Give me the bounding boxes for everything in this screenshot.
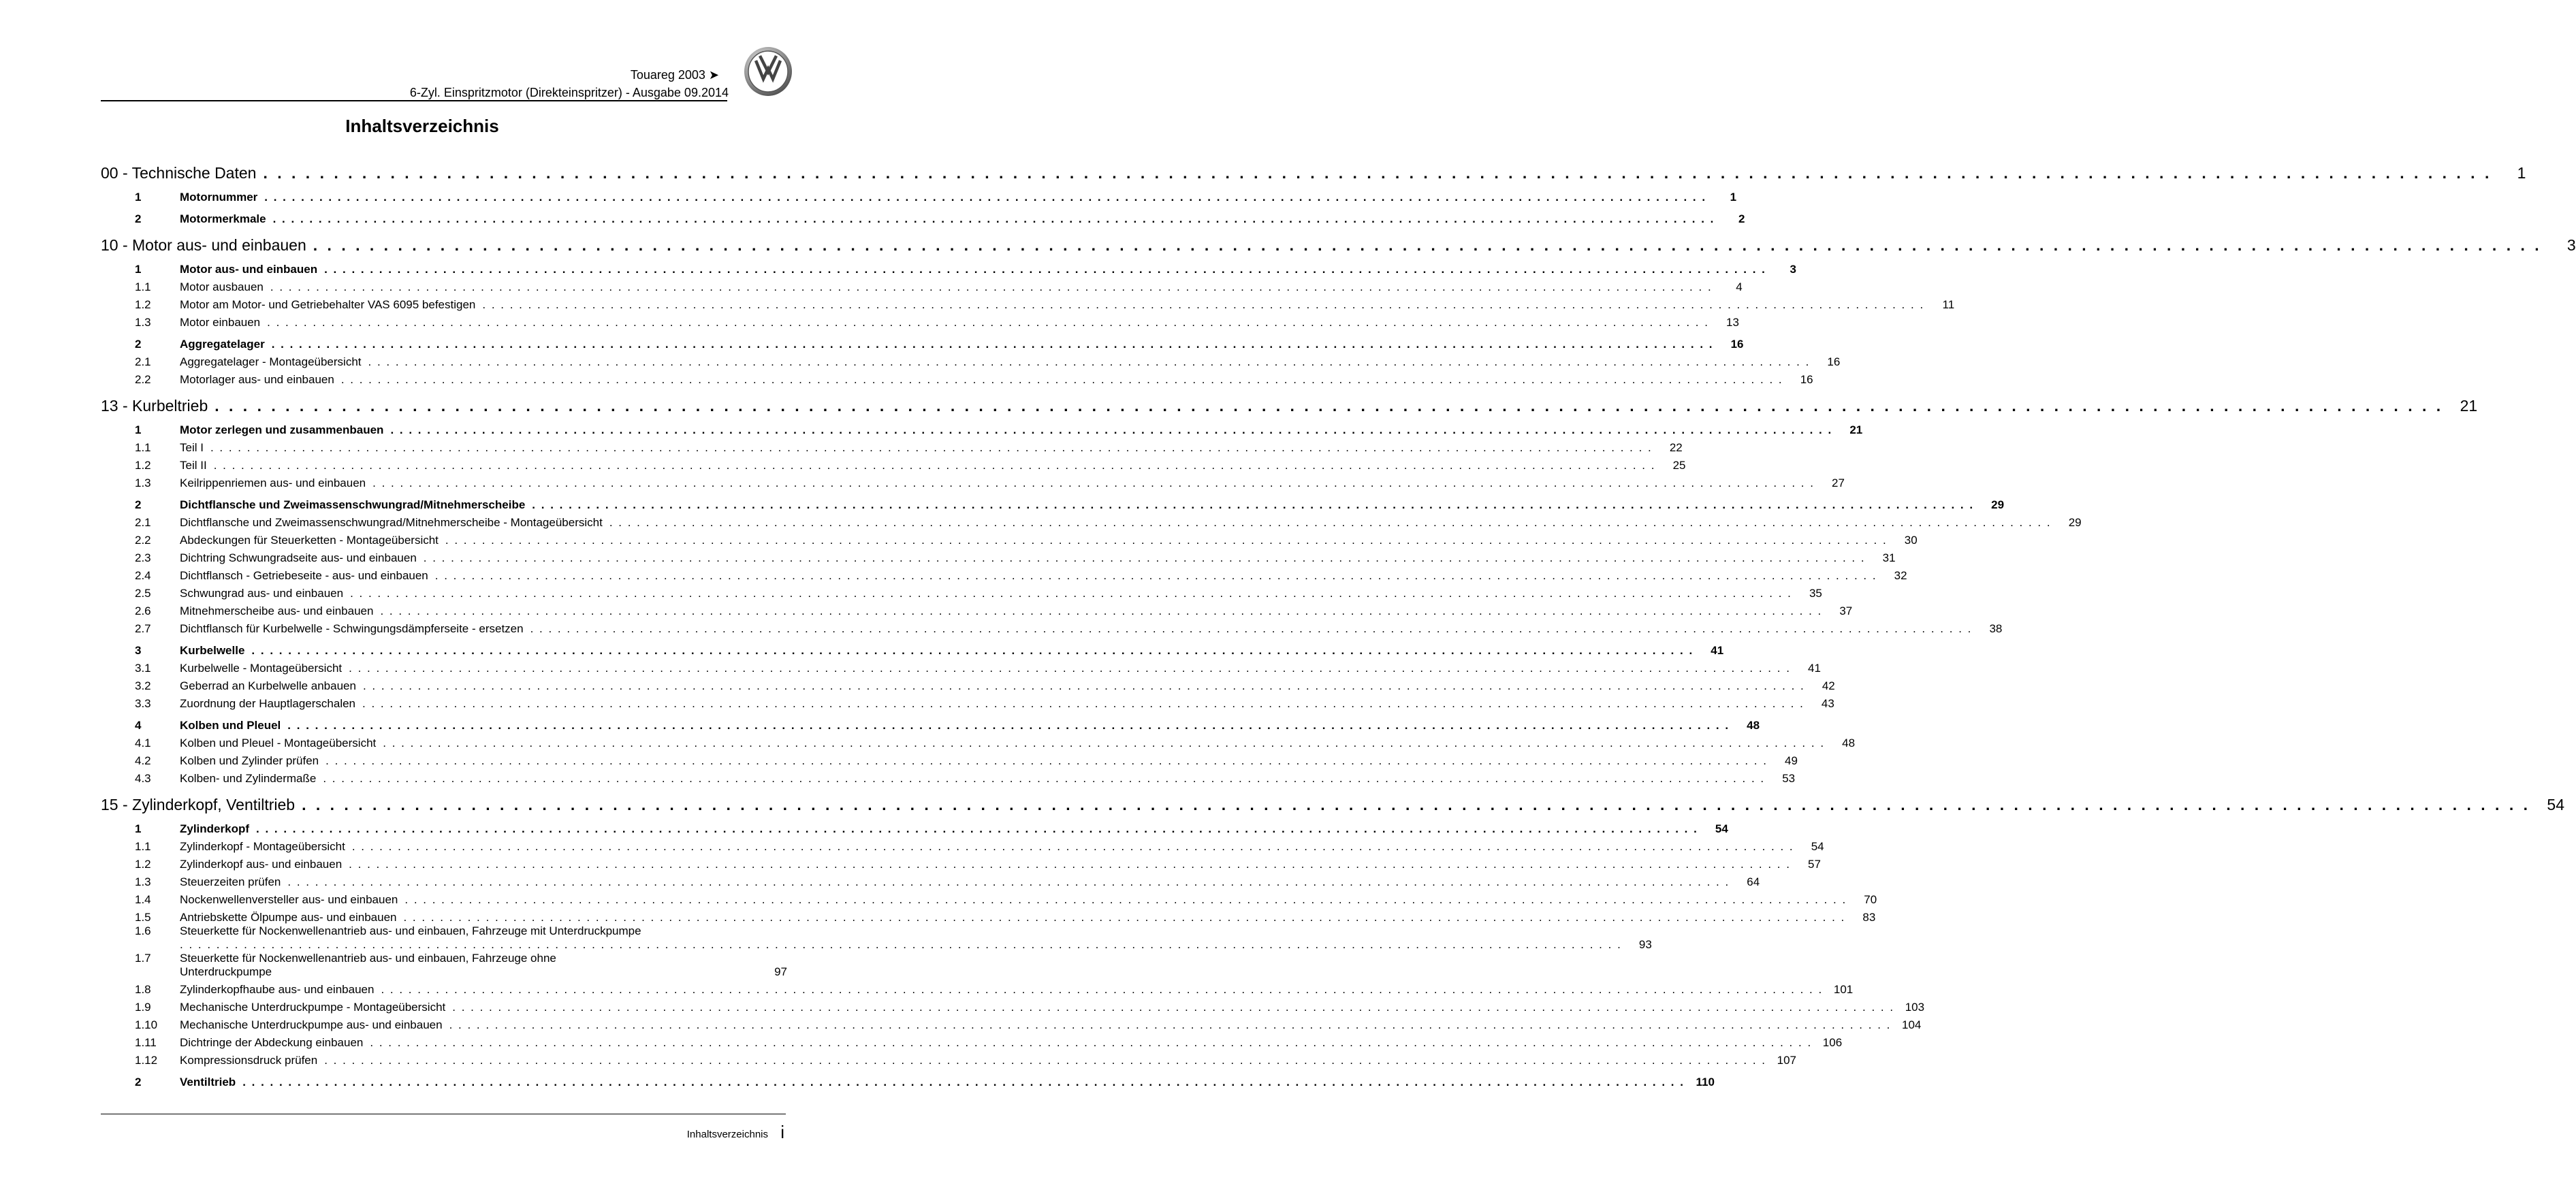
- toc-label: Motor zerlegen und zusammenbauen: [180, 423, 384, 436]
- toc-label: Antriebskette Ölpumpe aus- und einbauen: [180, 911, 397, 924]
- toc-label: Motor aus- und einbauen: [180, 263, 318, 276]
- toc-label: Mechanische Unterdruckpumpe aus- und einbauen: [180, 1018, 443, 1031]
- toc-subsection[interactable]: [101, 312, 1739, 329]
- toc-page-number: 16: [1827, 355, 1841, 368]
- toc-label: Mechanische Unterdruckpumpe - Montageübersicht: [180, 1001, 446, 1014]
- toc-number: 4.2: [135, 754, 151, 767]
- toc-page-number: 83: [1862, 911, 1876, 924]
- leader-dots: [267, 316, 1709, 329]
- leader-dots: [256, 822, 1698, 836]
- toc-label: Zylinderkopf - Montageübersicht: [180, 840, 345, 853]
- header-subtitle: 6-Zyl. Einspritzmotor (Direkteinspritzer) - Ausgabe 09.2014: [409, 86, 729, 99]
- toc-number: 1.10: [135, 1018, 158, 1031]
- leader-dots: [210, 441, 1653, 455]
- leader-dots: [530, 622, 1973, 636]
- toc-number: 2.3: [135, 551, 151, 564]
- toc-label: Kolben- und Zylindermaße: [180, 772, 317, 785]
- toc-label: Dichtflansche und Zweimassenschwungrad/Mitnehmerscheibe: [180, 498, 526, 511]
- toc-page-number: 101: [1833, 983, 1854, 996]
- leader-dots: [383, 737, 1825, 750]
- toc-subsection[interactable]: [101, 1050, 1797, 1067]
- toc-page-number: 22: [1669, 441, 1683, 454]
- toc-label: Kurbelwelle: [180, 644, 245, 657]
- toc-label: Motormerkmale: [180, 212, 266, 225]
- toc-page-number: 49: [1785, 754, 1798, 767]
- toc-page-number: 54: [1715, 822, 1728, 835]
- leader-dots: [313, 236, 2542, 255]
- toc-label: Dichtflansch - Getriebeseite - aus- und einbauen: [180, 569, 428, 582]
- toc-number: 2: [135, 498, 142, 511]
- table-of-contents: [101, 162, 2576, 1089]
- leader-dots: [380, 604, 1822, 618]
- leader-dots: [381, 983, 1823, 997]
- toc-subsection[interactable]: [101, 871, 1760, 889]
- header-model: Touareg 2003 ➤: [630, 68, 719, 82]
- toc-number: 1.3: [135, 875, 151, 888]
- toc-label: Abdeckungen für Steuerketten - Montageübersicht: [180, 534, 439, 547]
- toc-label: Kolben und Zylinder prüfen: [180, 754, 319, 767]
- toc-page-number: 3: [1790, 263, 1796, 276]
- toc-subsection[interactable]: [101, 512, 2082, 530]
- toc-subsection[interactable]: [101, 889, 1877, 907]
- toc-page-number: 43: [1821, 697, 1834, 710]
- toc-number: 1.1: [135, 280, 151, 293]
- toc-subsection[interactable]: [101, 1014, 1922, 1032]
- toc-number: 1.9: [135, 1001, 151, 1014]
- leader-dots: [341, 373, 1783, 387]
- toc-label: Aggregatelager: [180, 338, 265, 351]
- toc-page-number: 42: [1822, 679, 1835, 692]
- toc-label: Motor einbauen: [180, 316, 261, 329]
- toc-section[interactable]: [101, 715, 1760, 732]
- toc-section[interactable]: [101, 334, 1744, 351]
- toc-page-number: 110: [1696, 1076, 1715, 1088]
- toc-label: Kolben und Pleuel: [180, 719, 281, 732]
- toc-page-number: 107: [1777, 1054, 1797, 1067]
- leader-dots: [424, 551, 1866, 565]
- toc-label: Ventiltrieb: [180, 1076, 236, 1088]
- toc-page-number: 64: [1747, 875, 1760, 888]
- toc-page-number: 30: [1904, 534, 1918, 547]
- toc-chapter-label: 10 - Motor aus- und einbauen: [101, 236, 306, 254]
- leader-dots: [264, 191, 1706, 204]
- toc-subsection[interactable]: [101, 600, 1853, 618]
- toc-subsection[interactable]: [101, 836, 1824, 854]
- leader-dots: [302, 796, 2530, 814]
- toc-subsection[interactable]: [101, 732, 1856, 750]
- toc-number: 3.2: [135, 679, 151, 692]
- toc-subsection[interactable]: [101, 530, 1918, 547]
- toc-page-number: 4: [1736, 280, 1743, 293]
- toc-label: Teil I: [180, 441, 204, 454]
- leader-dots: [452, 1001, 1894, 1014]
- toc-label: Kurbelwelle - Montageübersicht: [180, 662, 343, 675]
- toc-page-number: 93: [1638, 938, 1652, 951]
- toc-label: Dichtring Schwungradseite aus- und einbauen: [180, 551, 417, 564]
- toc-number: 1.12: [135, 1054, 158, 1067]
- toc-subsection[interactable]: [101, 658, 1821, 675]
- toc-subsection[interactable]: [101, 547, 1896, 565]
- toc-page-number: 41: [1711, 644, 1724, 657]
- toc-number: 1.1: [135, 840, 151, 853]
- toc-page-number: 25: [1672, 459, 1686, 472]
- leader-dots: [214, 397, 2443, 415]
- toc-page-number: 3: [2566, 236, 2576, 254]
- leader-dots: [390, 423, 1832, 437]
- toc-number: 1: [135, 191, 142, 204]
- vw-logo-icon: [744, 46, 793, 97]
- toc-number: 4: [135, 719, 142, 732]
- toc-number: 3: [135, 644, 142, 657]
- toc-subsection[interactable]: [101, 907, 1876, 924]
- leader-dots: [324, 263, 1766, 276]
- toc-subsection[interactable]: [101, 952, 787, 979]
- toc-subsection[interactable]: [101, 351, 1841, 369]
- toc-page-number: 97: [774, 965, 787, 978]
- leader-dots: [372, 477, 1815, 490]
- leader-dots: [482, 298, 1924, 312]
- toc-number: 2.6: [135, 604, 151, 617]
- leader-dots: [370, 1036, 1812, 1050]
- toc-number: 1.11: [135, 1036, 157, 1049]
- toc-page-number: 48: [1747, 719, 1760, 732]
- toc-number: 1: [135, 822, 142, 835]
- toc-section[interactable]: [101, 187, 1737, 204]
- toc-chapter[interactable]: [101, 234, 2576, 255]
- toc-number: 1.6: [135, 924, 151, 937]
- toc-label: Zuordnung der Hauptlagerschalen: [180, 697, 356, 710]
- toc-page-number: 103: [1905, 1001, 1925, 1014]
- toc-number: 2: [135, 1076, 142, 1088]
- toc-number: 3.1: [135, 662, 151, 675]
- toc-page-number: 16: [1800, 373, 1813, 386]
- toc-label: Schwungrad aus- und einbauen: [180, 587, 344, 600]
- leader-dots: [532, 498, 1974, 512]
- leader-dots: [251, 644, 1694, 658]
- toc-section[interactable]: [101, 419, 1863, 437]
- toc-subsection[interactable]: [101, 750, 1798, 768]
- toc-label: Steuerzeiten prüfen: [180, 875, 281, 888]
- toc-label-continued: Unterdruckpumpe: [180, 965, 272, 978]
- toc-number: 4.1: [135, 737, 151, 749]
- toc-number: 2.4: [135, 569, 151, 582]
- toc-label: Aggregatelager - Montageübersicht: [180, 355, 362, 368]
- toc-page-number: 57: [1808, 858, 1821, 871]
- toc-number: 4.3: [135, 772, 151, 785]
- toc-subsection[interactable]: [101, 924, 1652, 952]
- toc-page-number: 21: [2460, 397, 2478, 415]
- toc-subsection[interactable]: [101, 693, 1834, 711]
- toc-number: 1.3: [135, 316, 151, 329]
- toc-chapter[interactable]: [101, 395, 2478, 415]
- toc-number: 1.2: [135, 459, 151, 472]
- toc-subsection[interactable]: [101, 565, 1907, 583]
- toc-section[interactable]: [101, 818, 1728, 836]
- toc-page-number: 37: [1839, 604, 1853, 617]
- toc-number: 1: [135, 423, 142, 436]
- toc-number: 1.8: [135, 983, 151, 996]
- leader-dots: [323, 772, 1765, 786]
- toc-number: 2.1: [135, 355, 151, 368]
- toc-label: Zylinderkopfhaube aus- und einbauen: [180, 983, 375, 996]
- toc-label: Motor ausbauen: [180, 280, 264, 293]
- leader-dots: [449, 1018, 1892, 1032]
- toc-subsection[interactable]: [101, 276, 1743, 294]
- toc-section[interactable]: [101, 1071, 1715, 1089]
- leader-dots: [404, 893, 1847, 907]
- toc-label: Kompressionsdruck prüfen: [180, 1054, 318, 1067]
- leader-dots: [349, 858, 1791, 871]
- toc-number: 1.2: [135, 298, 151, 311]
- toc-section[interactable]: [101, 208, 1745, 226]
- leader-dots: [368, 355, 1811, 369]
- leader-dots: [324, 1054, 1766, 1067]
- leader-dots: [272, 338, 1714, 351]
- toc-number: 1.2: [135, 858, 151, 871]
- toc-page-number: 13: [1726, 316, 1739, 329]
- leader-dots: [403, 911, 1845, 924]
- leader-dots: [363, 679, 1805, 693]
- toc-label: Kolben und Pleuel - Montageübersicht: [180, 737, 377, 749]
- toc-page-number: 106: [1822, 1036, 1843, 1049]
- leader-dots: [242, 1076, 1685, 1089]
- toc-page-number: 32: [1894, 569, 1907, 582]
- toc-page-number: 11: [1942, 298, 1955, 311]
- toc-page-number: 2: [1738, 212, 1745, 225]
- toc-page-number: 1: [1730, 191, 1737, 204]
- leader-dots: [435, 569, 1877, 583]
- toc-subsection[interactable]: [101, 1032, 1843, 1050]
- leader-dots: [214, 459, 1656, 472]
- toc-subsection[interactable]: [101, 294, 1955, 312]
- toc-page-number: 31: [1882, 551, 1896, 564]
- toc-subsection[interactable]: [101, 472, 1845, 490]
- toc-subsection[interactable]: [101, 583, 1822, 600]
- toc-subsection[interactable]: [101, 675, 1835, 693]
- toc-subsection[interactable]: [101, 437, 1683, 455]
- toc-subsection[interactable]: [101, 854, 1821, 871]
- toc-chapter-label: 15 - Zylinderkopf, Ventiltrieb: [101, 796, 296, 813]
- toc-number: 2.1: [135, 516, 151, 529]
- leader-dots: [609, 516, 2052, 530]
- leader-dots: [350, 587, 1792, 600]
- toc-page-number: 21: [1849, 423, 1863, 436]
- toc-subsection[interactable]: [101, 979, 1854, 997]
- toc-number: 2: [135, 338, 142, 351]
- toc-page-number: 1: [2517, 164, 2526, 182]
- toc-label: Zylinderkopf aus- und einbauen: [180, 858, 343, 871]
- toc-chapter[interactable]: [101, 794, 2564, 814]
- toc-number: 2: [135, 212, 142, 225]
- toc-section[interactable]: [101, 259, 1796, 276]
- toc-label: Dichtflansch für Kurbelwelle - Schwingungsdämpferseite - ersetzen: [180, 622, 524, 635]
- toc-subsection[interactable]: [101, 369, 1813, 387]
- leader-dots: [270, 280, 1713, 294]
- toc-label: Motorlager aus- und einbauen: [180, 373, 334, 386]
- toc-page-number: 53: [1782, 772, 1796, 785]
- toc-label: Motor am Motor- und Getriebehalter VAS 6095 befestigen: [180, 298, 476, 311]
- toc-page-number: 41: [1808, 662, 1821, 675]
- toc-page-number: 29: [1991, 498, 2005, 511]
- toc-number: 2.2: [135, 534, 151, 547]
- toc-number: 2.2: [135, 373, 151, 386]
- toc-label: Motornummer: [180, 191, 258, 204]
- leader-dots: [352, 840, 1794, 854]
- toc-label: Keilrippenriemen aus- und einbauen: [180, 477, 366, 489]
- toc-label: Dichtringe der Abdeckung einbauen: [180, 1036, 364, 1049]
- leader-dots: [445, 534, 1888, 547]
- leader-dots: [287, 719, 1730, 732]
- toc-chapter[interactable]: [101, 162, 2526, 182]
- toc-page-number: 27: [1832, 477, 1845, 489]
- toc-number: 2.7: [135, 622, 151, 635]
- toc-page-number: 48: [1842, 737, 1856, 749]
- toc-section[interactable]: [101, 640, 1724, 658]
- toc-page-number: 70: [1864, 893, 1877, 906]
- toc-number: 3.3: [135, 697, 151, 710]
- header-rule: [101, 100, 727, 101]
- toc-label: Dichtflansche und Zweimassenschwungrad/Mitnehmerscheibe - Montageübersicht: [180, 516, 603, 529]
- toc-label: Steuerkette für Nockenwellenantrieb aus- und einbauen, Fahrzeuge ohne: [180, 952, 556, 965]
- toc-chapter-label: 00 - Technische Daten: [101, 164, 257, 182]
- leader-dots: [180, 938, 1622, 952]
- toc-number: 1.3: [135, 477, 151, 489]
- toc-subsection[interactable]: [101, 997, 1925, 1014]
- footer-page-number: i: [780, 1122, 784, 1142]
- toc-page-number: 29: [2068, 516, 2082, 529]
- toc-section[interactable]: [101, 494, 2005, 512]
- toc-page-number: 35: [1809, 587, 1822, 600]
- toc-page-number: 38: [1989, 622, 2003, 635]
- leader-dots: [349, 662, 1791, 675]
- toc-number: 2.5: [135, 587, 151, 600]
- toc-subsection[interactable]: [101, 455, 1686, 472]
- toc-label: Zylinderkopf: [180, 822, 250, 835]
- page-title: Inhaltsverzeichnis: [345, 116, 499, 136]
- leader-dots: [362, 697, 1804, 711]
- toc-page-number: 16: [1730, 338, 1744, 351]
- toc-page-number: 54: [1811, 840, 1824, 853]
- toc-label: Teil II: [180, 459, 207, 472]
- toc-number: 1.7: [135, 952, 151, 965]
- toc-number: 1: [135, 263, 142, 276]
- toc-label: Nockenwellenversteller aus- und einbauen: [180, 893, 398, 906]
- toc-label: Geberrad an Kurbelwelle anbauen: [180, 679, 356, 692]
- toc-label: Mitnehmerscheibe aus- und einbauen: [180, 604, 374, 617]
- toc-number: 1.5: [135, 911, 151, 924]
- toc-subsection[interactable]: [101, 618, 2003, 636]
- leader-dots: [287, 875, 1730, 889]
- toc-number: 1.4: [135, 893, 151, 906]
- toc-chapter-label: 13 - Kurbeltrieb: [101, 397, 208, 415]
- toc-subsection[interactable]: [101, 768, 1796, 786]
- toc-number: 1.1: [135, 441, 151, 454]
- toc-page-number: 104: [1902, 1018, 1922, 1031]
- footer-label: Inhaltsverzeichnis: [686, 1129, 768, 1140]
- leader-dots: [325, 754, 1768, 768]
- leader-dots: [263, 164, 2492, 182]
- toc-label: Steuerkette für Nockenwellenantrieb aus- und einbauen, Fahrzeuge mit Unterdruckpumpe: [180, 924, 641, 937]
- leader-dots: [273, 212, 1715, 226]
- toc-page-number: 54: [2547, 796, 2564, 813]
